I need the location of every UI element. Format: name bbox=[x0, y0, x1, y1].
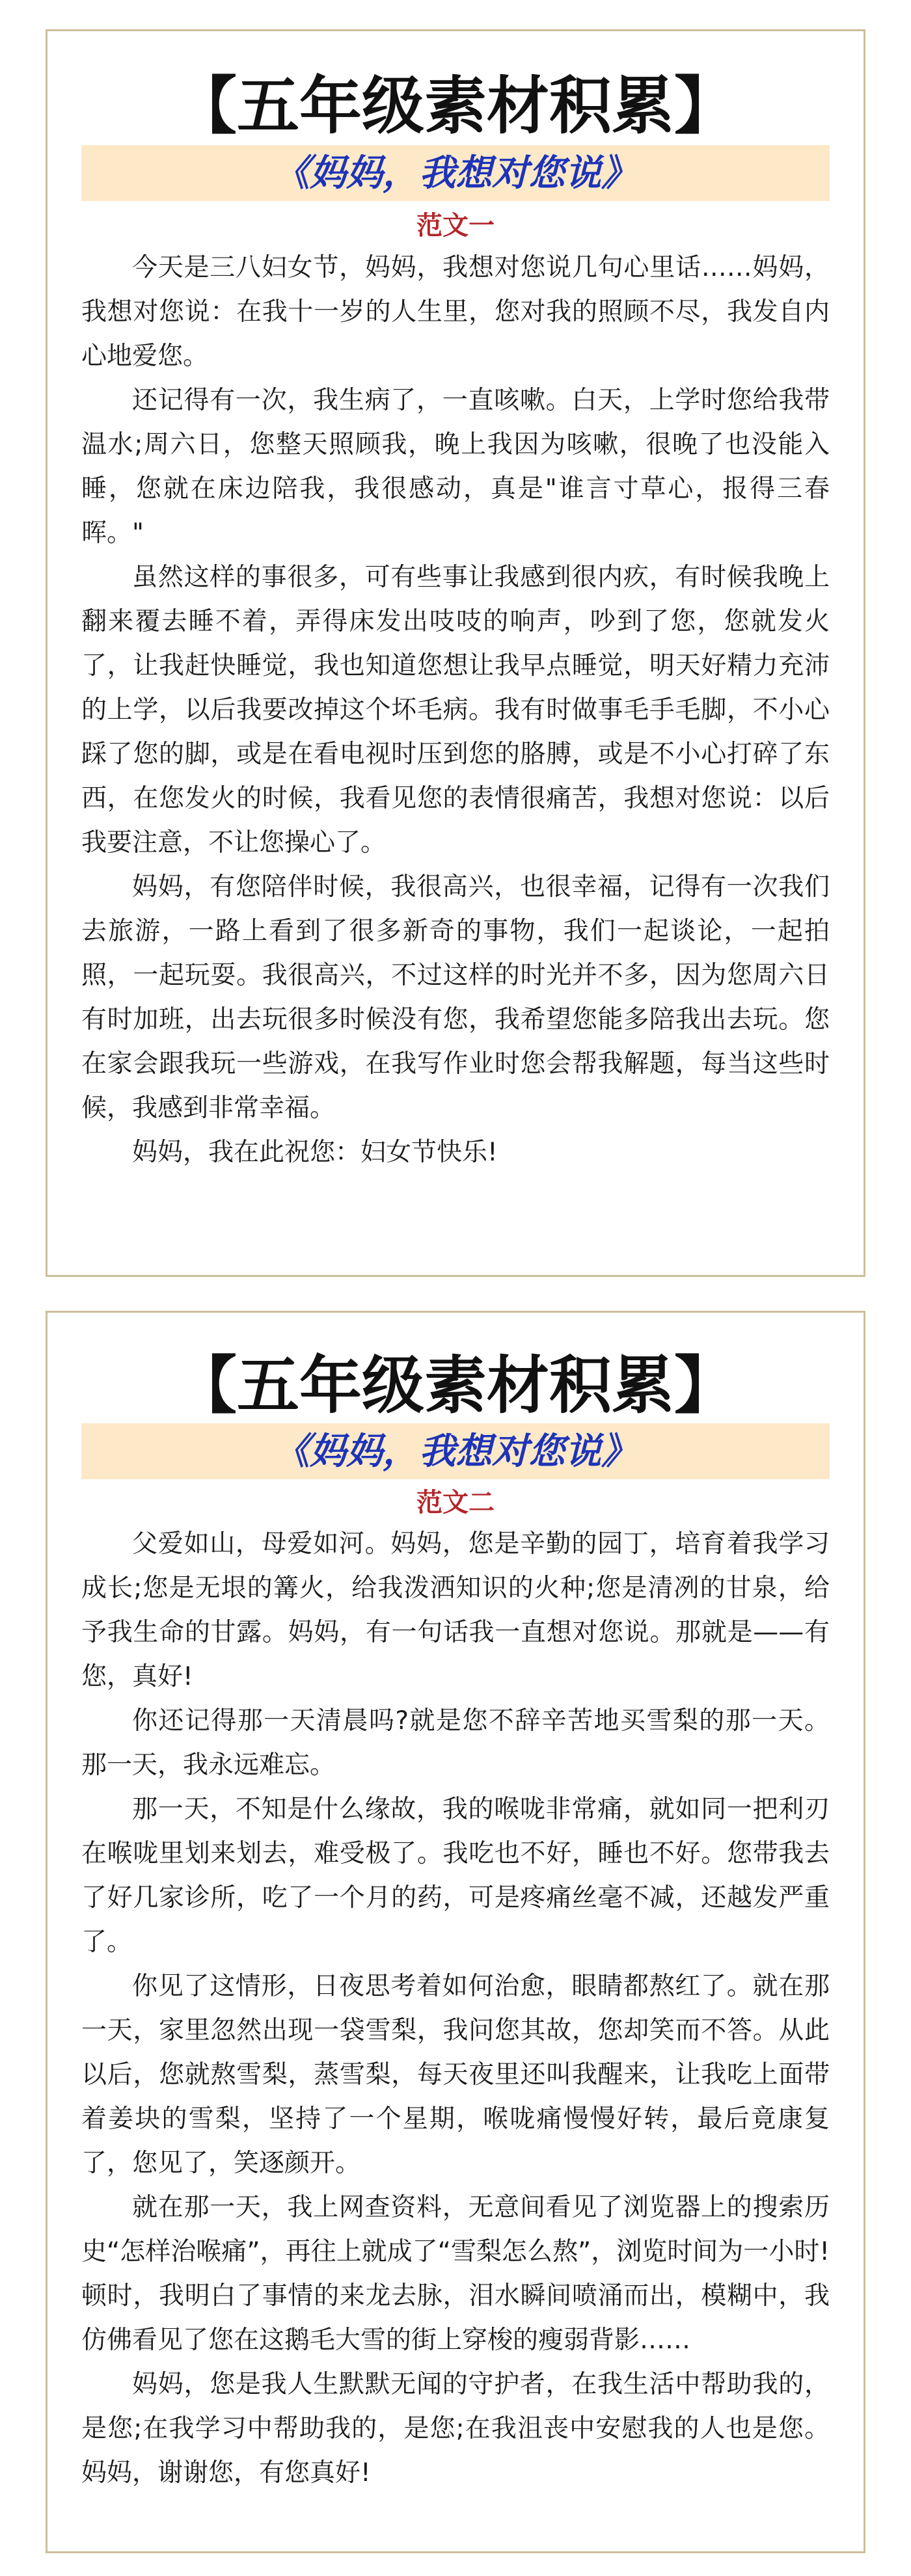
essay-page-2 bbox=[46, 1311, 865, 2553]
essay-paragraph: 妈妈，有您陪伴时候，我很高兴，也很幸福，记得有一次我们去旅游，一路上看到了很多新奇的事物，我们一起谈论，一起拍照，一起玩耍。我很高兴，不过这样的时光并不多，因为您周六日有时加班，出去玩很多时候没有您，我希望您能多陪我出去玩。您在家会跟我玩一些游戏，在我写作业时您会帮我解题，每当这些时候，我感到非常幸福。 bbox=[81, 872, 830, 1123]
essay-topic-banner: 《妈妈，我想对您说》 bbox=[81, 145, 830, 201]
essay-paragraph: 那一天，不知是什么缘故，我的喉咙非常痛，就如同一把利刃在喉咙里划来划去，难受极了。我吃也不好，睡也不好。您带我去了好几家诊所，吃了一个月的药，可是疼痛丝毫不减，还越发严重了。 bbox=[81, 1795, 830, 1957]
essay-body bbox=[81, 246, 830, 1175]
page-title: 【五年级素材积累】 bbox=[174, 1348, 737, 1422]
essay-paragraph: 你还记得那一天清晨吗?就是您不辞辛苦地买雪梨的那一天。那一天，我永远难忘。 bbox=[81, 1706, 830, 1780]
essay-paragraph: 还记得有一次，我生病了，一直咳嗽。白天，上学时您给我带温水;周六日，您整天照顾我，晚上我因为咳嗽，很晚了也没能入睡，您就在床边陪我，我很感动，真是"谁言寸草心，报得三春晖。" bbox=[81, 386, 830, 548]
essay-page-1 bbox=[46, 29, 865, 1277]
essay-paragraph: 今天是三八妇女节，妈妈，我想对您说几句心里话……妈妈，我想对您说：在我十一岁的人生里，您对我的照顾不尽，我发自内心地爱您。 bbox=[81, 253, 830, 371]
essay-paragraph: 妈妈，我在此祝您：妇女节快乐! bbox=[132, 1138, 498, 1167]
essay-paragraph: 父爱如山，母爱如河。妈妈，您是辛勤的园丁，培育着我学习成长;您是无垠的篝火，给我泼洒知识的火种;您是清冽的甘泉，给予我生命的甘露。妈妈，有一句话我一直想对您说。那就是——有您，真好! bbox=[81, 1529, 830, 1691]
essay-paragraph: 妈妈，您是我人生默默无闻的守护者，在我生活中帮助我的，是您;在我学习中帮助我的，是您;在我沮丧中安慰我的人也是您。妈妈，谢谢您，有您真好! bbox=[81, 2370, 830, 2488]
essay-paragraph: 虽然这样的事很多，可有些事让我感到很内疚，有时候我晚上翻来覆去睡不着，弄得床发出吱吱的响声，吵到了您，您就发火了，让我赶快睡觉，我也知道您想让我早点睡觉，明天好精力充沛的上学，以后我要改掉这个坏毛病。我有时做事毛手毛脚，不小心踩了您的脚，或是在看电视时压到您的胳膊，或是不小心打碎了东西，在您发火的时候，我看见您的表情很痛苦，我想对您说：以后我要注意，不让您操心了。 bbox=[81, 563, 830, 857]
essay-body bbox=[81, 1522, 830, 2495]
page-title: 【五年级素材积累】 bbox=[174, 69, 737, 142]
essay-label: 范文一 bbox=[416, 211, 495, 241]
essay-topic-banner: 《妈妈，我想对您说》 bbox=[81, 1423, 830, 1479]
essay-paragraph: 就在那一天，我上网查资料，无意间看见了浏览器上的搜索历史“怎样治喉痛”，再往上就成了“雪梨怎么熬”，浏览时间为一小时!顿时，我明白了事情的来龙去脉，泪水瞬间喷涌而出，模糊中，我仿佛看见了您在这鹅毛大雪的街上穿梭的瘦弱背影…… bbox=[81, 2193, 830, 2355]
essay-paragraph: 你见了这情形，日夜思考着如何治愈，眼睛都熬红了。就在那一天，家里忽然出现一袋雪梨，我问您其故，您却笑而不答。从此以后，您就熬雪梨，蒸雪梨，每天夜里还叫我醒来，让我吃上面带着姜块的雪梨，坚持了一个星期，喉咙痛慢慢好转，最后竟康复了，您见了，笑逐颜开。 bbox=[81, 1972, 830, 2178]
essay-label: 范文二 bbox=[416, 1488, 495, 1518]
